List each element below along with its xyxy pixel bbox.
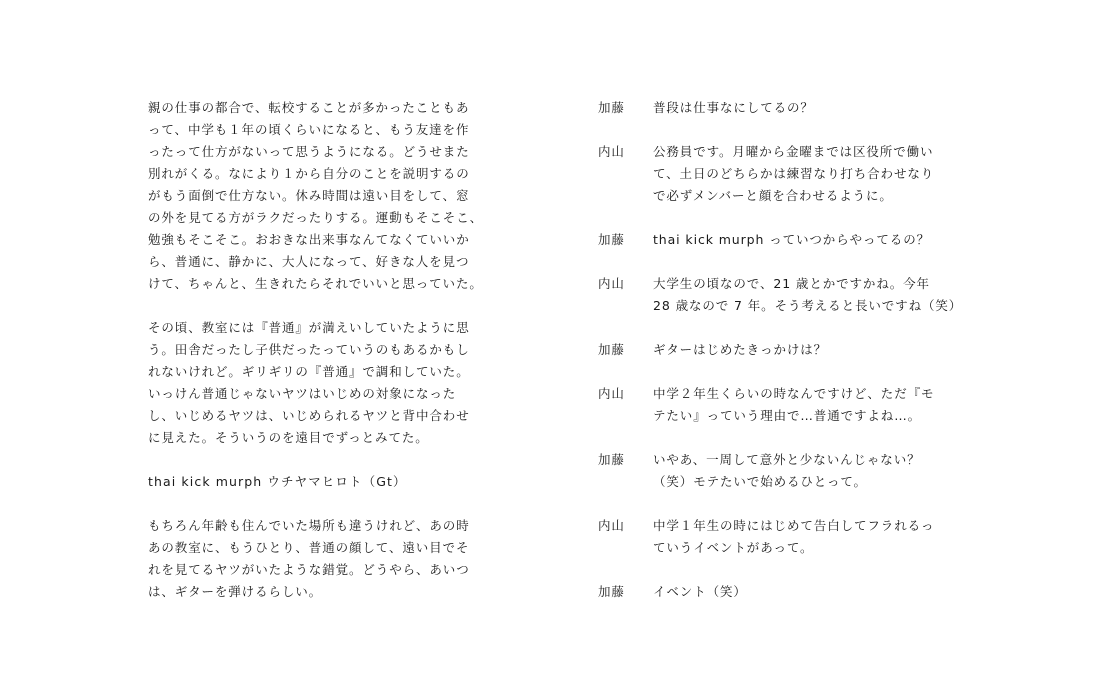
- speech: [653, 97, 814, 119]
- speech-line: いやあ、一周して意外と少ないんじゃない？: [653, 452, 921, 467]
- speech-line: で必ずメンバーと顔を合わせるように。: [653, 188, 893, 203]
- essay-column: [148, 97, 498, 625]
- speaker-name: 加藤: [598, 584, 625, 599]
- speech: [653, 273, 962, 317]
- essay-line: ら、普通に、静かに、大人になって、好きな人を見つ: [148, 254, 470, 269]
- essay-line: の外を見てる方がラクだったりする。運動もそこそこ、: [148, 210, 484, 225]
- essay-paragraph-3: [148, 515, 498, 603]
- essay-line: けて、ちゃんと、生きれたらそれでいいと思っていた。: [148, 276, 483, 291]
- essay-line: 別れがくる。なにより１から自分のことを説明するの: [148, 166, 470, 181]
- speech-line: て、土日のどちらかは練習なり打ち合わせなり: [653, 166, 935, 181]
- speech-line: 普段は仕事なにしてるの？: [653, 100, 814, 115]
- speech-line: ギターはじめたきっかけは？: [653, 342, 828, 357]
- speech: [653, 581, 747, 603]
- interview-turn: [598, 515, 978, 559]
- speech: [653, 449, 921, 493]
- essay-line: に見えた。そういうのを遠目でずっとみてた。: [148, 430, 429, 445]
- speaker-name: 内山: [598, 144, 625, 159]
- interview-turn: [598, 229, 978, 251]
- interview-column: [598, 97, 978, 625]
- speaker-name: 内山: [598, 386, 625, 401]
- speaker-name: 加藤: [598, 342, 625, 357]
- speech: [653, 141, 934, 207]
- essay-line: ったって仕方がないって思うようになる。どうせまた: [148, 144, 470, 159]
- essay-line: れないけれど。ギリギリの『普通』で調和していた。: [148, 364, 470, 379]
- interview-turn: [598, 339, 978, 361]
- speech-line: ていうイベントがあって。: [653, 540, 814, 555]
- speaker-name: 内山: [598, 276, 625, 291]
- speech-line: テたい』っていう理由で…普通ですよね…。: [653, 408, 922, 423]
- speech-line: 中学２年生くらいの時なんですけど、ただ『モ: [653, 386, 935, 401]
- speech-line: 大学生の頃なので、21 歳とかですかね。今年: [653, 276, 930, 291]
- speech: [653, 339, 827, 361]
- essay-line: いっけん普通じゃないヤツはいじめの対象になった: [148, 386, 457, 401]
- speech-line: （笑）モテたいで始めるひとって。: [653, 474, 867, 489]
- speech-line: thai kick murph っていつからやってるの？: [653, 232, 930, 247]
- speech-line: 中学１年生の時にはじめて告白してフラれるっ: [653, 518, 935, 533]
- speech-line: 28 歳なので 7 年。そう考えると長いですね（笑）: [653, 298, 963, 313]
- essay-line: もちろん年齢も住んでいた場所も違うけれど、あの時: [148, 518, 470, 533]
- interview-turn: [598, 141, 978, 207]
- essay-line: う。田舎だったし子供だったっていうのもあるかもし: [148, 342, 470, 357]
- essay-paragraph-1: [148, 97, 498, 295]
- interview-turn: [598, 449, 978, 493]
- speech-line: イベント（笑）: [653, 584, 747, 599]
- essay-line: れを見てるヤツがいたような錯覚。どうやら、あいつ: [148, 562, 470, 577]
- speaker-name: 内山: [598, 518, 625, 533]
- interview-turn: [598, 273, 978, 317]
- speech: [653, 383, 934, 427]
- essay-line: 勉強もそこそこ。おおきな出来事なんてなくていいか: [148, 232, 470, 247]
- essay-paragraph-2: [148, 317, 498, 449]
- speech: [653, 229, 930, 251]
- interview-turn: [598, 581, 978, 603]
- speech-line: 公務員です。月曜から金曜までは区役所で働い: [653, 144, 934, 159]
- essay-line: って、中学も１年の頃くらいになると、もう友達を作: [148, 122, 470, 137]
- essay-line: その頃、教室には『普通』が満えいしていたように思: [148, 320, 470, 335]
- essay-line: 親の仕事の都合で、転校することが多かったこともあ: [148, 100, 470, 115]
- essay-line: し、いじめるヤツは、いじめられるヤツと背中合わせ: [148, 408, 470, 423]
- interview-turn: [598, 97, 978, 119]
- speech: [653, 515, 934, 559]
- speaker-name: 加藤: [598, 100, 625, 115]
- speaker-name: 加藤: [598, 232, 625, 247]
- speaker-name: 加藤: [598, 452, 625, 467]
- essay-line: あの教室に、もうひとり、普通の顔して、遠い目でそ: [148, 540, 470, 555]
- artist-credit: thai kick murph ウチヤマヒロト（Gt）: [148, 474, 407, 489]
- essay-line: がもう面倒で仕方ない。休み時間は遠い目をして、窓: [148, 188, 470, 203]
- interview-turn: [598, 383, 978, 427]
- essay-line: は、ギターを弾けるらしい。: [148, 584, 323, 599]
